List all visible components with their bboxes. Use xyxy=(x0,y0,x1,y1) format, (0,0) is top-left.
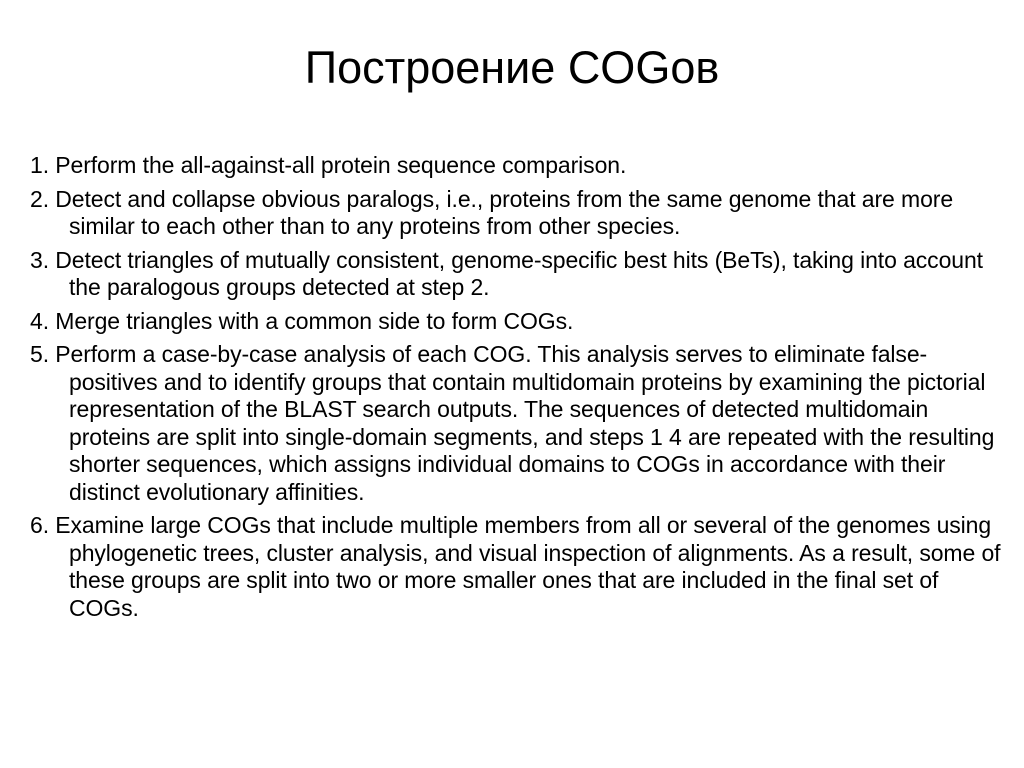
slide-title: Построение COGов xyxy=(304,42,720,93)
steps-list xyxy=(30,152,1005,628)
step-item: 3. Detect triangles of mutually consistent, genome-specific best hits (BeTs), taking into account the paralogous groups detected at step 2. xyxy=(30,246,983,300)
step-item: 2. Detect and collapse obvious paralogs, i.e., proteins from the same genome that are more similar to each other than to any proteins from other species. xyxy=(30,185,954,239)
step-item: 5. Perform a case-by-case analysis of each COG. This analysis serves to eliminate false-positives and to identify groups that contain multidomain proteins by examining the pictorial representation of the BLAST search outputs. The sequences of detected multidomain proteins are split into single-domain segments, and steps 1 4 are repeated with the resulting shorter sequences, which assigns individual domains to COGs in accordance with their distinct evolutionary affinities. xyxy=(30,341,995,505)
step-item: 6. Examine large COGs that include multiple members from all or several of the genomes using phylogenetic trees, cluster analysis, and visual inspection of alignments. As a result, some of these groups are split into two or more smaller ones that are included in the final set of COGs. xyxy=(30,512,1001,621)
step-item: 1. Perform the all-against-all protein sequence comparison. xyxy=(30,152,627,178)
step-item: 4. Merge triangles with a common side to form COGs. xyxy=(30,307,574,334)
